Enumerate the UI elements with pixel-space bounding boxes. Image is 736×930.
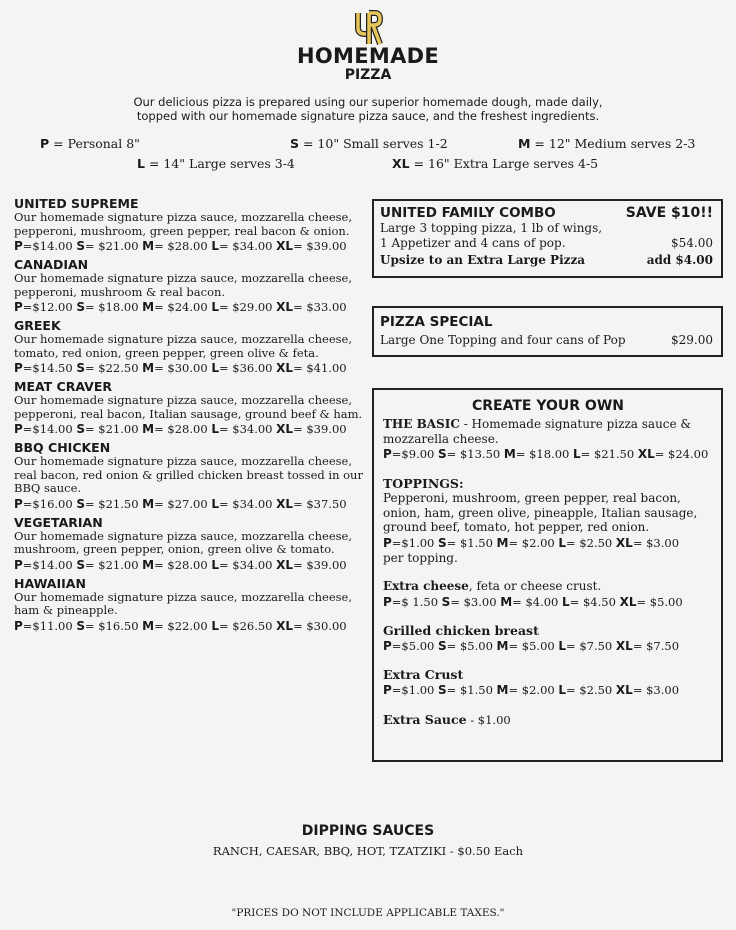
special-price: $29.00 — [671, 333, 713, 347]
price-value: = $24.00 — [154, 300, 208, 314]
size-code: XL — [637, 447, 655, 461]
price-value: = $39.00 — [293, 239, 347, 253]
price-value: = $24.00 — [654, 447, 709, 461]
price-value: = $28.00 — [154, 422, 208, 436]
pizza-description: Our homemade signature pizza sauce, mozzarella cheese, ham & pineapple. — [14, 589, 352, 617]
size-code: XL — [276, 361, 294, 375]
size-code: P — [383, 682, 392, 697]
combo-title: UNITED FAMILY COMBO — [380, 205, 556, 221]
size-code: XL — [276, 557, 294, 572]
price-value: = $41.00 — [293, 361, 347, 375]
price-value: = $2.50 — [566, 535, 613, 550]
special-desc: Large One Topping and four cans of Pop — [380, 333, 626, 347]
basic-prices — [383, 446, 713, 462]
size-code: P — [14, 300, 23, 314]
price-value: = $21.50 — [84, 496, 139, 511]
pizza-name: BBQ CHICKEN — [14, 440, 111, 455]
size-code: M — [142, 422, 155, 436]
pizza-item — [14, 440, 364, 512]
price-value: =$1.00 — [391, 535, 435, 550]
pizza-name: MEAT CRAVER — [14, 379, 113, 394]
dipping-sauces-list: RANCH, CAESAR, BBQ, HOT, TZATZIKI - $0.50 Each — [212, 844, 524, 858]
price-value: = $1.50 — [446, 682, 493, 697]
combo-price: $54.00 — [671, 236, 713, 250]
pizza-description: Our homemade signature pizza sauce, mozzarella cheese, mushroom, green pepper, onion, green olive & tomato. — [14, 528, 352, 556]
pizza-prices — [14, 618, 364, 634]
page-title: HOMEMADE — [297, 44, 439, 68]
combo-upsize: Upsize to an Extra Large Pizza — [380, 253, 586, 267]
size-code: S — [438, 682, 447, 697]
pizza-description: Our homemade signature pizza sauce, mozzarella cheese, pepperoni, real bacon, Italian sausage, ground beef & ham. — [14, 393, 363, 421]
size-code: L — [211, 422, 219, 436]
size-code: P — [14, 557, 23, 572]
size-code: S — [76, 300, 85, 314]
price-value: =$ 1.50 — [391, 594, 439, 609]
size-code: P — [14, 618, 23, 633]
pizza-item — [14, 318, 364, 376]
price-value: = $2.50 — [566, 682, 613, 697]
size-code: P — [383, 594, 392, 609]
size-code: XL — [276, 422, 294, 436]
toppings-text: Pepperoni, mushroom, green pepper, real bacon, onion, ham, green olive, pineapple, Italian sausage, ground beef, tomato, hot pepper, red onion. — [383, 491, 698, 534]
price-value: = $37.50 — [293, 496, 347, 511]
size-code: P — [14, 239, 23, 253]
price-value: =$16.00 — [22, 496, 73, 511]
price-value: =$12.00 — [22, 300, 73, 314]
pizza-item — [14, 515, 364, 573]
pizza-prices — [14, 421, 364, 437]
pizza-prices — [14, 360, 364, 376]
size-code: S — [438, 638, 447, 653]
special-title: PIZZA SPECIAL — [380, 314, 493, 330]
pizza-prices — [14, 496, 364, 512]
size-code: XL — [619, 594, 637, 609]
size-code: XL — [276, 496, 294, 511]
size-code: S — [76, 618, 85, 633]
pizza-description: Our homemade signature pizza sauce, mozzarella cheese, pepperoni, mushroom, green pepper, real bacon & onion. — [14, 210, 352, 238]
pizza-item — [14, 576, 364, 634]
price-value: = $28.00 — [154, 557, 208, 572]
price-value: = $34.00 — [218, 557, 273, 572]
price-value: = $27.00 — [154, 496, 208, 511]
price-value: = $21.50 — [580, 447, 635, 461]
size-code: S — [76, 422, 85, 436]
size-code: M — [496, 638, 509, 653]
size-code: M — [496, 682, 509, 697]
size-code: L — [211, 239, 219, 253]
pizza-name: GREEK — [14, 318, 61, 333]
pizza-description: Our homemade signature pizza sauce, mozzarella cheese, real bacon, red onion & grilled chicken breast tossed in our BBQ sauce. — [14, 454, 363, 495]
price-value: = $34.00 — [218, 239, 273, 253]
price-value: =$14.50 — [22, 361, 73, 375]
ur-monogram-logo-icon — [352, 10, 384, 46]
size-legend-medium: M = 12" Medium serves 2-3 — [518, 136, 696, 151]
size-code: L — [211, 300, 219, 314]
size-code: S — [76, 361, 85, 375]
size-legend-personal: P = Personal 8" — [40, 136, 140, 151]
size-code: XL — [276, 618, 294, 633]
size-code: M — [142, 361, 155, 375]
tax-disclaimer: "PRICES DO NOT INCLUDE APPLICABLE TAXES." — [231, 907, 505, 919]
sauce-text: - $1.00 — [466, 712, 511, 727]
price-value: = $2.00 — [508, 682, 555, 697]
price-value: =$1.00 — [391, 682, 435, 697]
page-subtitle: PIZZA — [344, 67, 392, 83]
size-code: L — [211, 496, 219, 511]
size-code: XL — [615, 638, 633, 653]
pizza-description: Our homemade signature pizza sauce, mozzarella cheese, pepperoni, mushroom & real bacon. — [14, 271, 352, 299]
price-value: = $7.50 — [566, 638, 613, 653]
size-code: P — [14, 496, 23, 511]
size-legend-extra-large: XL = 16" Extra Large serves 4-5 — [392, 156, 599, 171]
price-value: = $34.00 — [218, 422, 273, 436]
size-legend-small: S = 10" Small serves 1-2 — [290, 136, 448, 151]
size-code: S — [76, 239, 85, 253]
price-value: =$14.00 — [22, 422, 73, 436]
size-code: M — [496, 535, 509, 550]
price-value: = $7.50 — [632, 638, 680, 653]
size-code: L — [211, 361, 219, 375]
price-value: = $16.50 — [84, 618, 139, 633]
size-code: XL — [276, 300, 294, 314]
chicken-heading: Grilled chicken breast — [383, 622, 539, 638]
create-title: CREATE YOUR OWN — [472, 398, 624, 414]
combo-upsize-price: add $4.00 — [646, 253, 713, 267]
price-value: = $30.00 — [154, 361, 208, 375]
price-value: = $5.00 — [446, 638, 493, 653]
price-value: =$14.00 — [22, 557, 73, 572]
size-code: S — [438, 447, 447, 461]
pizza-name: UNITED SUPREME — [14, 196, 139, 211]
size-code: L — [558, 535, 567, 550]
pizza-item — [14, 379, 364, 437]
size-code: XL — [276, 239, 294, 253]
toppings-prices — [383, 535, 713, 551]
pizza-prices — [14, 299, 364, 315]
size-code: M — [142, 496, 155, 511]
size-code: L — [558, 638, 567, 653]
dipping-sauces-title: DIPPING SAUCES — [301, 823, 435, 839]
price-value: = $21.00 — [84, 422, 139, 436]
price-value: = $3.00 — [450, 594, 497, 609]
price-value: =$11.00 — [22, 618, 73, 633]
create-your-own-box — [372, 388, 723, 762]
price-value: =$14.00 — [22, 239, 73, 253]
size-code: M — [142, 300, 155, 314]
pizza-prices — [14, 238, 364, 254]
price-value: = $22.50 — [84, 361, 139, 375]
size-code: XL — [615, 682, 633, 697]
size-code: S — [441, 594, 451, 609]
pizza-special-box — [372, 306, 723, 357]
pizza-description: Our homemade signature pizza sauce, mozzarella cheese, tomato, red onion, green pepper, green olive & feta. — [14, 332, 352, 360]
price-value: = $21.00 — [84, 557, 139, 572]
combo-line2: 1 Appetizer and 4 cans of pop. — [380, 236, 566, 250]
price-value: = $28.00 — [154, 239, 208, 253]
size-code: M — [503, 447, 516, 461]
toppings-note: per topping. — [383, 550, 458, 565]
size-code: L — [562, 594, 570, 609]
size-code: L — [211, 618, 219, 633]
size-code: P — [383, 638, 392, 653]
size-code: P — [14, 361, 23, 375]
sauce-heading: Extra Sauce — [383, 711, 467, 727]
size-code: M — [142, 557, 155, 572]
chicken-prices — [383, 638, 713, 654]
price-value: = $5.00 — [636, 594, 683, 609]
cheese-text: , feta or cheese crust. — [468, 579, 602, 593]
price-value: = $39.00 — [293, 557, 347, 572]
price-value: = $13.50 — [446, 447, 501, 461]
size-code: L — [211, 557, 219, 572]
combo-save-badge: SAVE $10!! — [625, 205, 713, 221]
combo-line1: Large 3 topping pizza, 1 lb of wings, — [380, 221, 603, 235]
price-value: = $3.00 — [632, 535, 680, 550]
price-value: = $30.00 — [293, 618, 347, 633]
basic-text: - Homemade signature pizza sauce & mozzarella cheese. — [383, 417, 692, 446]
price-value: = $39.00 — [293, 422, 347, 436]
price-value: = $29.00 — [218, 300, 273, 314]
size-code: L — [573, 447, 581, 461]
pizza-list — [14, 196, 364, 637]
price-value: = $1.50 — [446, 535, 493, 550]
size-code: S — [438, 535, 447, 550]
cheese-prices — [383, 594, 713, 610]
price-value: = $33.00 — [293, 300, 347, 314]
size-code: M — [500, 594, 513, 609]
price-value: = $5.00 — [508, 638, 555, 653]
pizza-name: VEGETARIAN — [14, 514, 103, 530]
price-value: = $18.00 — [515, 447, 570, 461]
toppings-heading: TOPPINGS: — [383, 476, 464, 491]
crust-prices — [383, 682, 713, 698]
size-code: P — [383, 535, 392, 550]
price-value: = $34.00 — [218, 496, 273, 511]
price-value: = $18.00 — [84, 300, 139, 314]
size-code: L — [558, 682, 567, 697]
size-code: S — [76, 496, 85, 511]
price-value: = $4.50 — [569, 594, 616, 609]
size-code: XL — [615, 535, 633, 550]
pizza-prices — [14, 557, 364, 573]
price-value: = $36.00 — [218, 361, 273, 375]
size-legend-large: L = 14" Large serves 3-4 — [137, 156, 295, 171]
size-code: P — [14, 422, 23, 436]
price-value: = $21.00 — [84, 239, 139, 253]
pizza-item — [14, 196, 364, 254]
crust-heading: Extra Crust — [383, 666, 464, 682]
price-value: = $3.00 — [632, 682, 680, 697]
pizza-item — [14, 257, 364, 315]
pizza-name: HAWAIIAN — [14, 575, 86, 591]
size-code: M — [142, 618, 155, 633]
intro-text: Our delicious pizza is prepared using our superior homemade dough, made daily, topped with our homemade signature pizza sauce, and the freshest ingredients. — [133, 95, 603, 123]
family-combo-box — [372, 199, 723, 278]
price-value: = $26.50 — [218, 618, 273, 633]
price-value: =$9.00 — [391, 447, 435, 461]
pizza-name: CANADIAN — [14, 257, 89, 272]
size-code: M — [142, 239, 155, 253]
size-code: S — [76, 557, 85, 572]
basic-heading: THE BASIC — [383, 417, 460, 431]
price-value: =$5.00 — [391, 638, 435, 653]
price-value: = $22.00 — [154, 618, 208, 633]
price-value: = $4.00 — [512, 594, 559, 609]
cheese-heading: Extra cheese — [383, 579, 469, 593]
size-code: P — [383, 447, 392, 461]
price-value: = $2.00 — [508, 535, 555, 550]
